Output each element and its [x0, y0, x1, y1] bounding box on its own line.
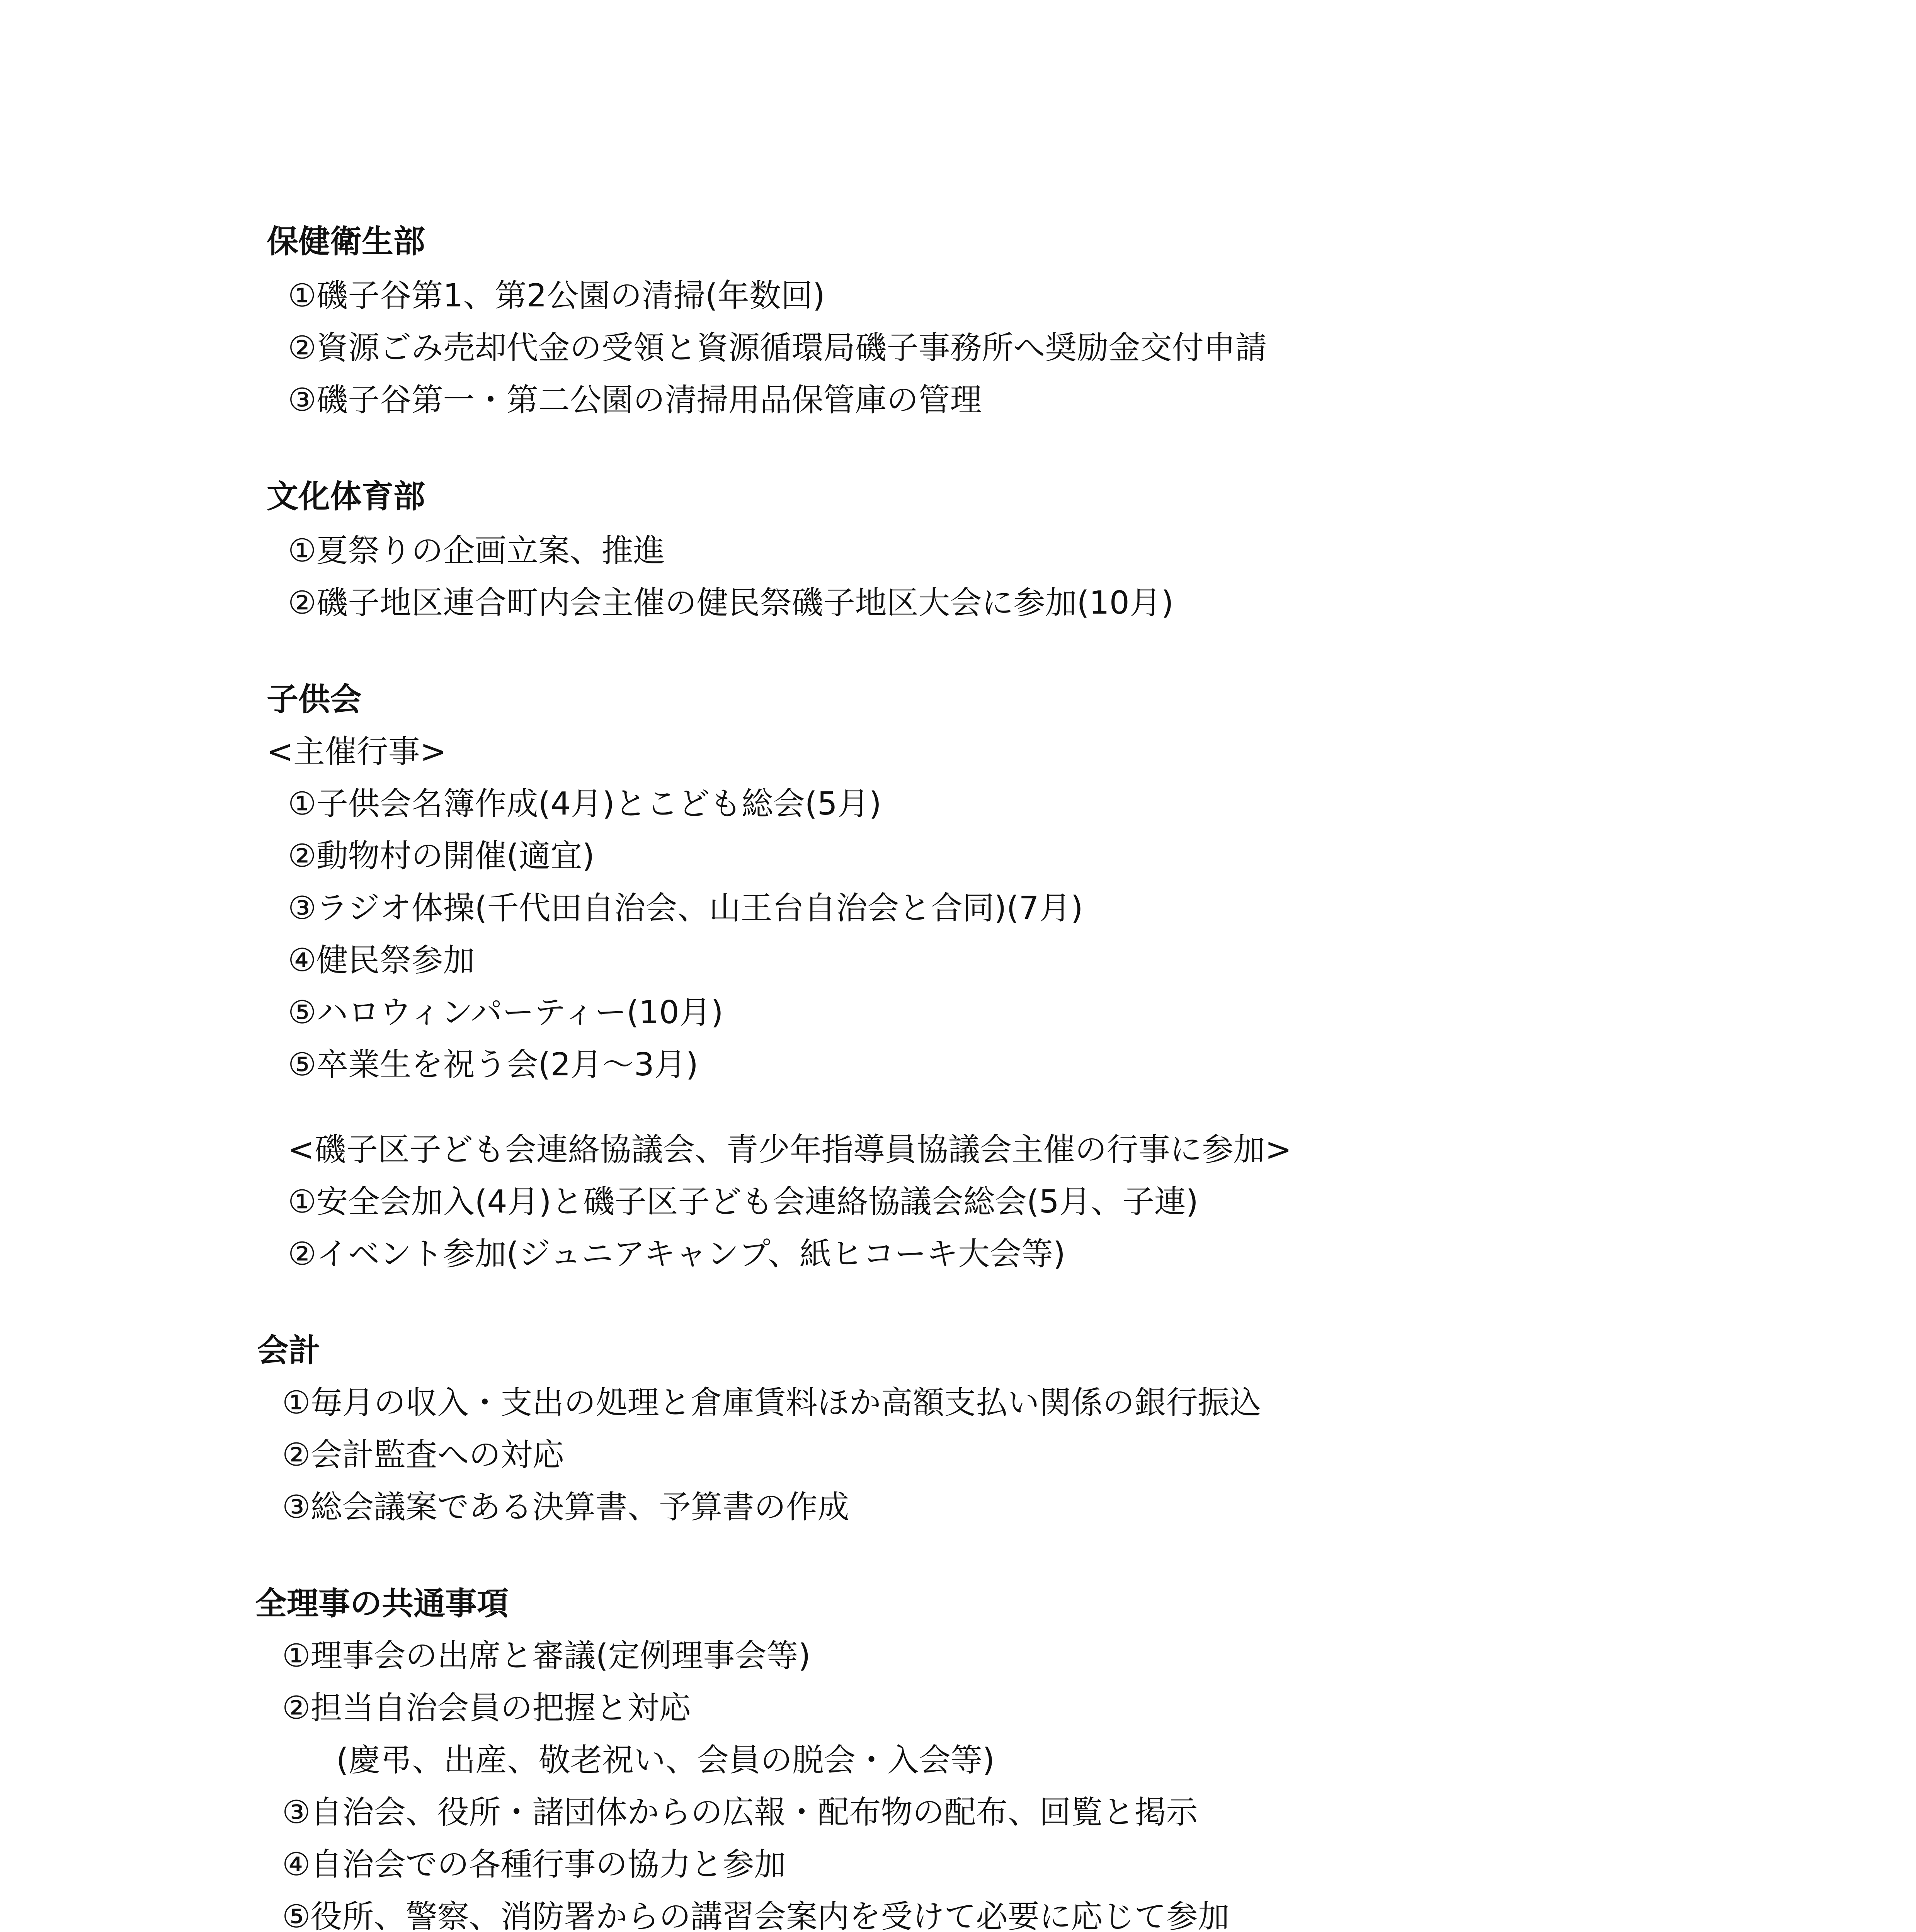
section-heading: 文化体育部: [267, 478, 425, 515]
list-item: ④自治会での各種行事の協力と参加: [282, 1846, 786, 1883]
subheading: <主催行事>: [267, 733, 447, 770]
list-item-note: (慶弔、出産、敬老祝い、会員の脱会・入会等): [336, 1742, 995, 1779]
list-item: ①安全会加入(4月)と磯子区子ども会連絡協議会総会(5月、子連): [288, 1184, 1198, 1220]
list-item: ②会計監査への対応: [282, 1437, 564, 1473]
list-item: ①磯子谷第1、第2公園の清掃(年数回): [288, 277, 825, 314]
list-item: ⑤卒業生を祝う会(2月〜3月): [288, 1046, 698, 1083]
list-item: ③自治会、役所・諸団体からの広報・配布物の配布、回覧と掲示: [282, 1794, 1198, 1831]
list-item: ②イベント参加(ジュニアキャンプ、紙ヒコーキ大会等): [288, 1236, 1066, 1272]
list-item: ③総会議案である決算書、予算書の作成: [282, 1489, 849, 1526]
list-item: ③ラジオ体操(千代田自治会、山王台自治会と合同)(7月): [288, 890, 1083, 927]
section-heading: 全理事の共通事項: [255, 1585, 509, 1622]
subheading: <磯子区子ども会連絡協議会、青少年指導員協議会主催の行事に参加>: [288, 1131, 1292, 1168]
list-item: ②動物村の開催(適宜): [288, 838, 595, 874]
section-heading: 会計: [257, 1332, 321, 1369]
list-item: ①毎月の収入・支出の処理と倉庫賃料ほか高額支払い関係の銀行振込: [282, 1384, 1261, 1421]
list-item: ⑤役所、警察、消防署からの講習会案内を受けて必要に応じて参加: [282, 1898, 1230, 1932]
list-item: ①夏祭りの企画立案、推進: [288, 532, 665, 569]
list-item: ②担当自治会員の把握と対応: [282, 1690, 691, 1726]
section-heading: 子供会: [267, 681, 362, 718]
section-heading: 保健衛生部: [267, 223, 425, 260]
list-item: ④健民祭参加: [288, 942, 475, 979]
list-item: ①子供会名簿作成(4月)とこども総会(5月): [288, 786, 881, 822]
list-item: ①理事会の出席と審議(定例理事会等): [282, 1638, 811, 1674]
list-item: ③磯子谷第一・第二公園の清掃用品保管庫の管理: [288, 382, 982, 418]
list-item: ②磯子地区連合町内会主催の健民祭磯子地区大会に参加(10月): [288, 585, 1174, 621]
list-item: ②資源ごみ売却代金の受領と資源循環局磯子事務所へ奨励金交付申請: [288, 330, 1267, 366]
list-item: ⑤ハロウィンパーティー(10月): [288, 994, 723, 1031]
